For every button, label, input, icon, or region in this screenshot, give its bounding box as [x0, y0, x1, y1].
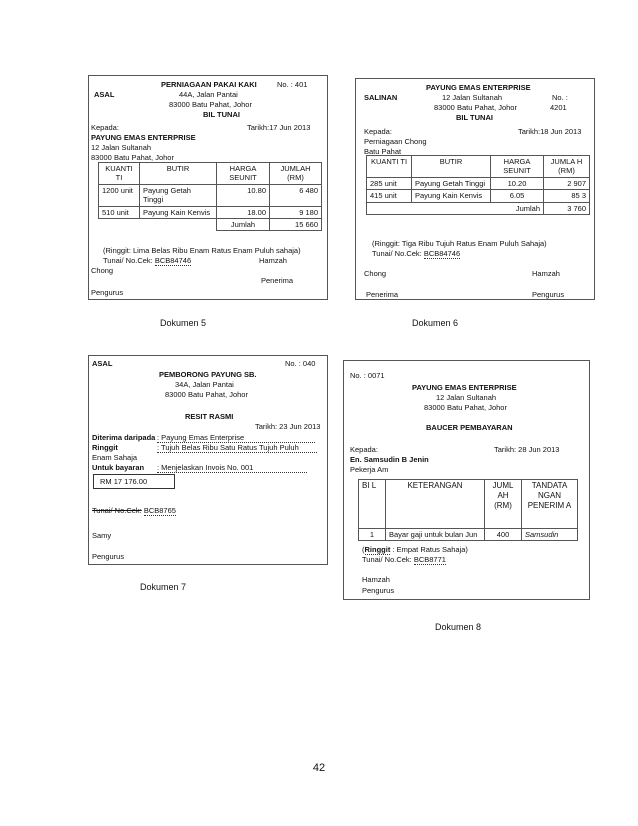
tunai-label: Tunai/ No.Cek: — [92, 506, 142, 515]
ringgit-words: : Empat Ratus Sahaja) — [390, 545, 468, 554]
tunai-label: Tunai/ No.Cek: — [362, 555, 412, 564]
doc6-payment-method — [372, 249, 460, 258]
doc5-recipient-addr-1: 12 Jalan Sultanah — [91, 143, 152, 152]
doc6-ringgit: (Ringgit: Tiga Ribu Tujuh Ratus Enam Puluh Sahaja) — [372, 239, 547, 248]
doc8-pengurus: Pengurus — [362, 586, 395, 595]
doc7-field-value: : Menjelaskan Invois No. 001 — [157, 463, 307, 473]
doc8-address-2: 83000 Batu Pahat, Johor — [424, 403, 507, 412]
doc8-payment-table — [358, 479, 578, 541]
doc8-payment-method — [362, 555, 446, 564]
table-cell: 10.20 — [491, 177, 544, 189]
document-6 — [355, 78, 595, 300]
table-cell: 1 — [359, 529, 386, 541]
column-header: JUML AH (RM) — [485, 480, 522, 529]
table-cell: 415 unit — [367, 190, 412, 202]
doc8-recipient-name: En. Samsudin B Jenin — [350, 455, 429, 464]
doc7-number: No. : 040 — [285, 359, 316, 368]
total-value: 3 760 — [544, 202, 590, 214]
cheque-number: BCB8765 — [143, 506, 176, 515]
doc5-ringgit: (Ringgit: Lima Belas Ribu Enam Ratus Enam Puluh sahaja) — [103, 246, 301, 255]
cheque-number: BCB8771 — [413, 555, 446, 564]
column-header: JUMLAH (RM) — [270, 163, 322, 185]
doc6-number: 4201 — [550, 103, 567, 112]
doc5-number: No. : 401 — [277, 80, 308, 89]
caption-dokumen-7: Dokumen 7 — [140, 582, 187, 592]
doc5-address-1: 44A, Jalan Pantai — [179, 90, 238, 99]
table-header-row — [367, 156, 590, 178]
table-cell: 6.05 — [491, 190, 544, 202]
doc7-field-value: : Tujuh Belas Ribu Satu Ratus Tujuh Puluh — [157, 443, 317, 453]
doc5-asal: ASAL — [94, 90, 115, 99]
doc7-payment-method — [92, 506, 176, 515]
doc7-field-value: : Payung Emas Enterprise — [157, 433, 315, 443]
ringgit-label: Ringgit — [364, 545, 391, 554]
doc7-field-label: Ringgit — [92, 443, 118, 452]
column-header: BUTIR — [412, 156, 491, 178]
doc5-doc-type: BIL TUNAI — [203, 110, 240, 119]
table-cell: Samsudin — [522, 529, 578, 541]
table-row — [99, 206, 322, 218]
doc7-asal: ASAL — [92, 359, 113, 368]
doc6-items-table — [366, 155, 590, 215]
doc8-number: No. : 0071 — [350, 371, 385, 380]
doc5-pengurus: Pengurus — [91, 288, 124, 297]
doc6-number-label: No. : — [552, 93, 568, 102]
table-cell: 510 unit — [99, 206, 140, 218]
column-header: KETERANGAN — [386, 480, 485, 529]
doc5-penerima: Penerima — [261, 276, 294, 285]
doc5-date: Tarikh:17 Jun 2013 — [247, 123, 311, 132]
document-7 — [88, 355, 328, 565]
doc6-recipient-name: Perniagaan Chong — [364, 137, 427, 146]
doc8-hamzah: Hamzah — [362, 575, 390, 584]
column-header: KUANTI TI — [367, 156, 412, 178]
doc7-address-1: 34A, Jalan Pantai — [175, 380, 234, 389]
doc5-recipient-addr-2: 83000 Batu Pahat, Johor — [91, 153, 174, 162]
table-cell: 10.80 — [217, 184, 270, 206]
table-cell: Payung Kain Kenvis — [412, 190, 491, 202]
doc5-hamzah: Hamzah — [259, 256, 287, 265]
table-row — [359, 529, 578, 541]
table-cell: 400 — [485, 529, 522, 541]
doc7-field-continued: Enam Sahaja — [92, 453, 138, 462]
caption-dokumen-8: Dokumen 8 — [435, 622, 482, 632]
doc6-salinan: SALINAN — [364, 93, 398, 102]
total-label: Jumlah — [217, 218, 270, 230]
column-header: BUTIR — [140, 163, 217, 185]
table-row — [367, 190, 590, 202]
doc6-date: Tarikh:18 Jun 2013 — [518, 127, 582, 136]
column-header: TANDATA NGAN PENERIM A — [522, 480, 578, 529]
table-cell: 18.00 — [217, 206, 270, 218]
column-header: KUANTI TI — [99, 163, 140, 185]
column-header: HARGA SEUNIT — [491, 156, 544, 178]
doc7-field-label: Untuk bayaran — [92, 463, 145, 472]
caption-dokumen-6: Dokumen 6 — [412, 318, 459, 328]
doc6-pengurus: Pengurus — [532, 290, 565, 299]
doc7-company: PEMBORONG PAYUNG SB. — [159, 370, 257, 379]
table-total-row — [99, 218, 322, 230]
doc7-pengurus: Pengurus — [92, 552, 125, 561]
table-total-row — [367, 202, 590, 214]
doc6-kepada: Kepada: — [364, 127, 392, 136]
table-cell: 2 907 — [544, 177, 590, 189]
cheque-number: BCB84746 — [423, 249, 461, 258]
doc5-recipient: PAYUNG EMAS ENTERPRISE — [91, 133, 196, 142]
table-cell: Bayar gaji untuk bulan Jun — [386, 529, 485, 541]
doc8-date: Tarikh: 28 Jun 2013 — [494, 445, 560, 454]
table-cell: 1200 unit — [99, 184, 140, 206]
doc8-recipient-role: Pekerja Am — [350, 465, 389, 474]
table-row — [367, 177, 590, 189]
doc5-company: PERNIAGAAN PAKAI KAKI — [161, 80, 257, 89]
doc6-hamzah: Hamzah — [532, 269, 560, 278]
doc6-company: PAYUNG EMAS ENTERPRISE — [426, 83, 531, 92]
doc7-address-2: 83000 Batu Pahat, Johor — [165, 390, 248, 399]
table-cell: Payung Kain Kenvis — [140, 206, 217, 218]
doc5-chong: Chong — [91, 266, 114, 275]
table-header-row — [99, 163, 322, 185]
doc6-penerima: Penerima — [366, 290, 399, 299]
tunai-label: Tunai/ No.Cek: — [103, 256, 153, 265]
doc8-address-1: 12 Jalan Sultanah — [436, 393, 497, 402]
doc7-field-label: Diterima daripada — [92, 433, 156, 442]
document-5 — [88, 75, 328, 300]
table-cell: 6 480 — [270, 184, 322, 206]
doc5-kepada: Kepada: — [91, 123, 119, 132]
total-value: 15 660 — [270, 218, 322, 230]
doc7-doc-type: RESIT RASMI — [185, 412, 234, 421]
table-cell: Payung Getah Tinggi — [412, 177, 491, 189]
doc6-chong: Chong — [364, 269, 387, 278]
doc5-payment-method — [103, 256, 191, 265]
table-cell: 85 3 — [544, 190, 590, 202]
table-cell: 285 unit — [367, 177, 412, 189]
doc6-recipient-addr: Batu Pahat — [364, 147, 402, 156]
table-cell: Payung Getah Tinggi — [140, 184, 217, 206]
doc8-kepada: Kepada: — [350, 445, 378, 454]
doc7-amount-box: RM 17 176.00 — [93, 474, 175, 489]
doc6-address-2: 83000 Batu Pahat, Johor — [434, 103, 517, 112]
table-cell: 9 180 — [270, 206, 322, 218]
table-row — [99, 184, 322, 206]
cheque-number: BCB84746 — [154, 256, 192, 265]
total-label: Jumlah — [367, 202, 544, 214]
doc7-samy: Samy — [92, 531, 112, 540]
caption-dokumen-5: Dokumen 5 — [160, 318, 207, 328]
doc5-address-2: 83000 Batu Pahat, Johor — [169, 100, 252, 109]
doc7-date: Tarikh: 23 Jun 2013 — [255, 422, 321, 431]
doc5-items-table — [98, 162, 322, 231]
column-header: HARGA SEUNIT — [217, 163, 270, 185]
column-header: JUMLA H (RM) — [544, 156, 590, 178]
doc8-company: PAYUNG EMAS ENTERPRISE — [412, 383, 517, 392]
table-header-row — [359, 480, 578, 529]
doc6-address-1: 12 Jalan Sultanah — [442, 93, 503, 102]
doc8-ringgit: (Ringgit : Empat Ratus Sahaja) — [362, 545, 468, 554]
column-header: BI L — [359, 480, 386, 529]
tunai-label: Tunai/ No.Cek: — [372, 249, 422, 258]
page-number: 42 — [312, 762, 326, 774]
doc6-doc-type: BIL TUNAI — [456, 113, 493, 122]
document-8 — [343, 360, 590, 600]
doc8-doc-type: BAUCER PEMBAYARAN — [426, 423, 513, 432]
